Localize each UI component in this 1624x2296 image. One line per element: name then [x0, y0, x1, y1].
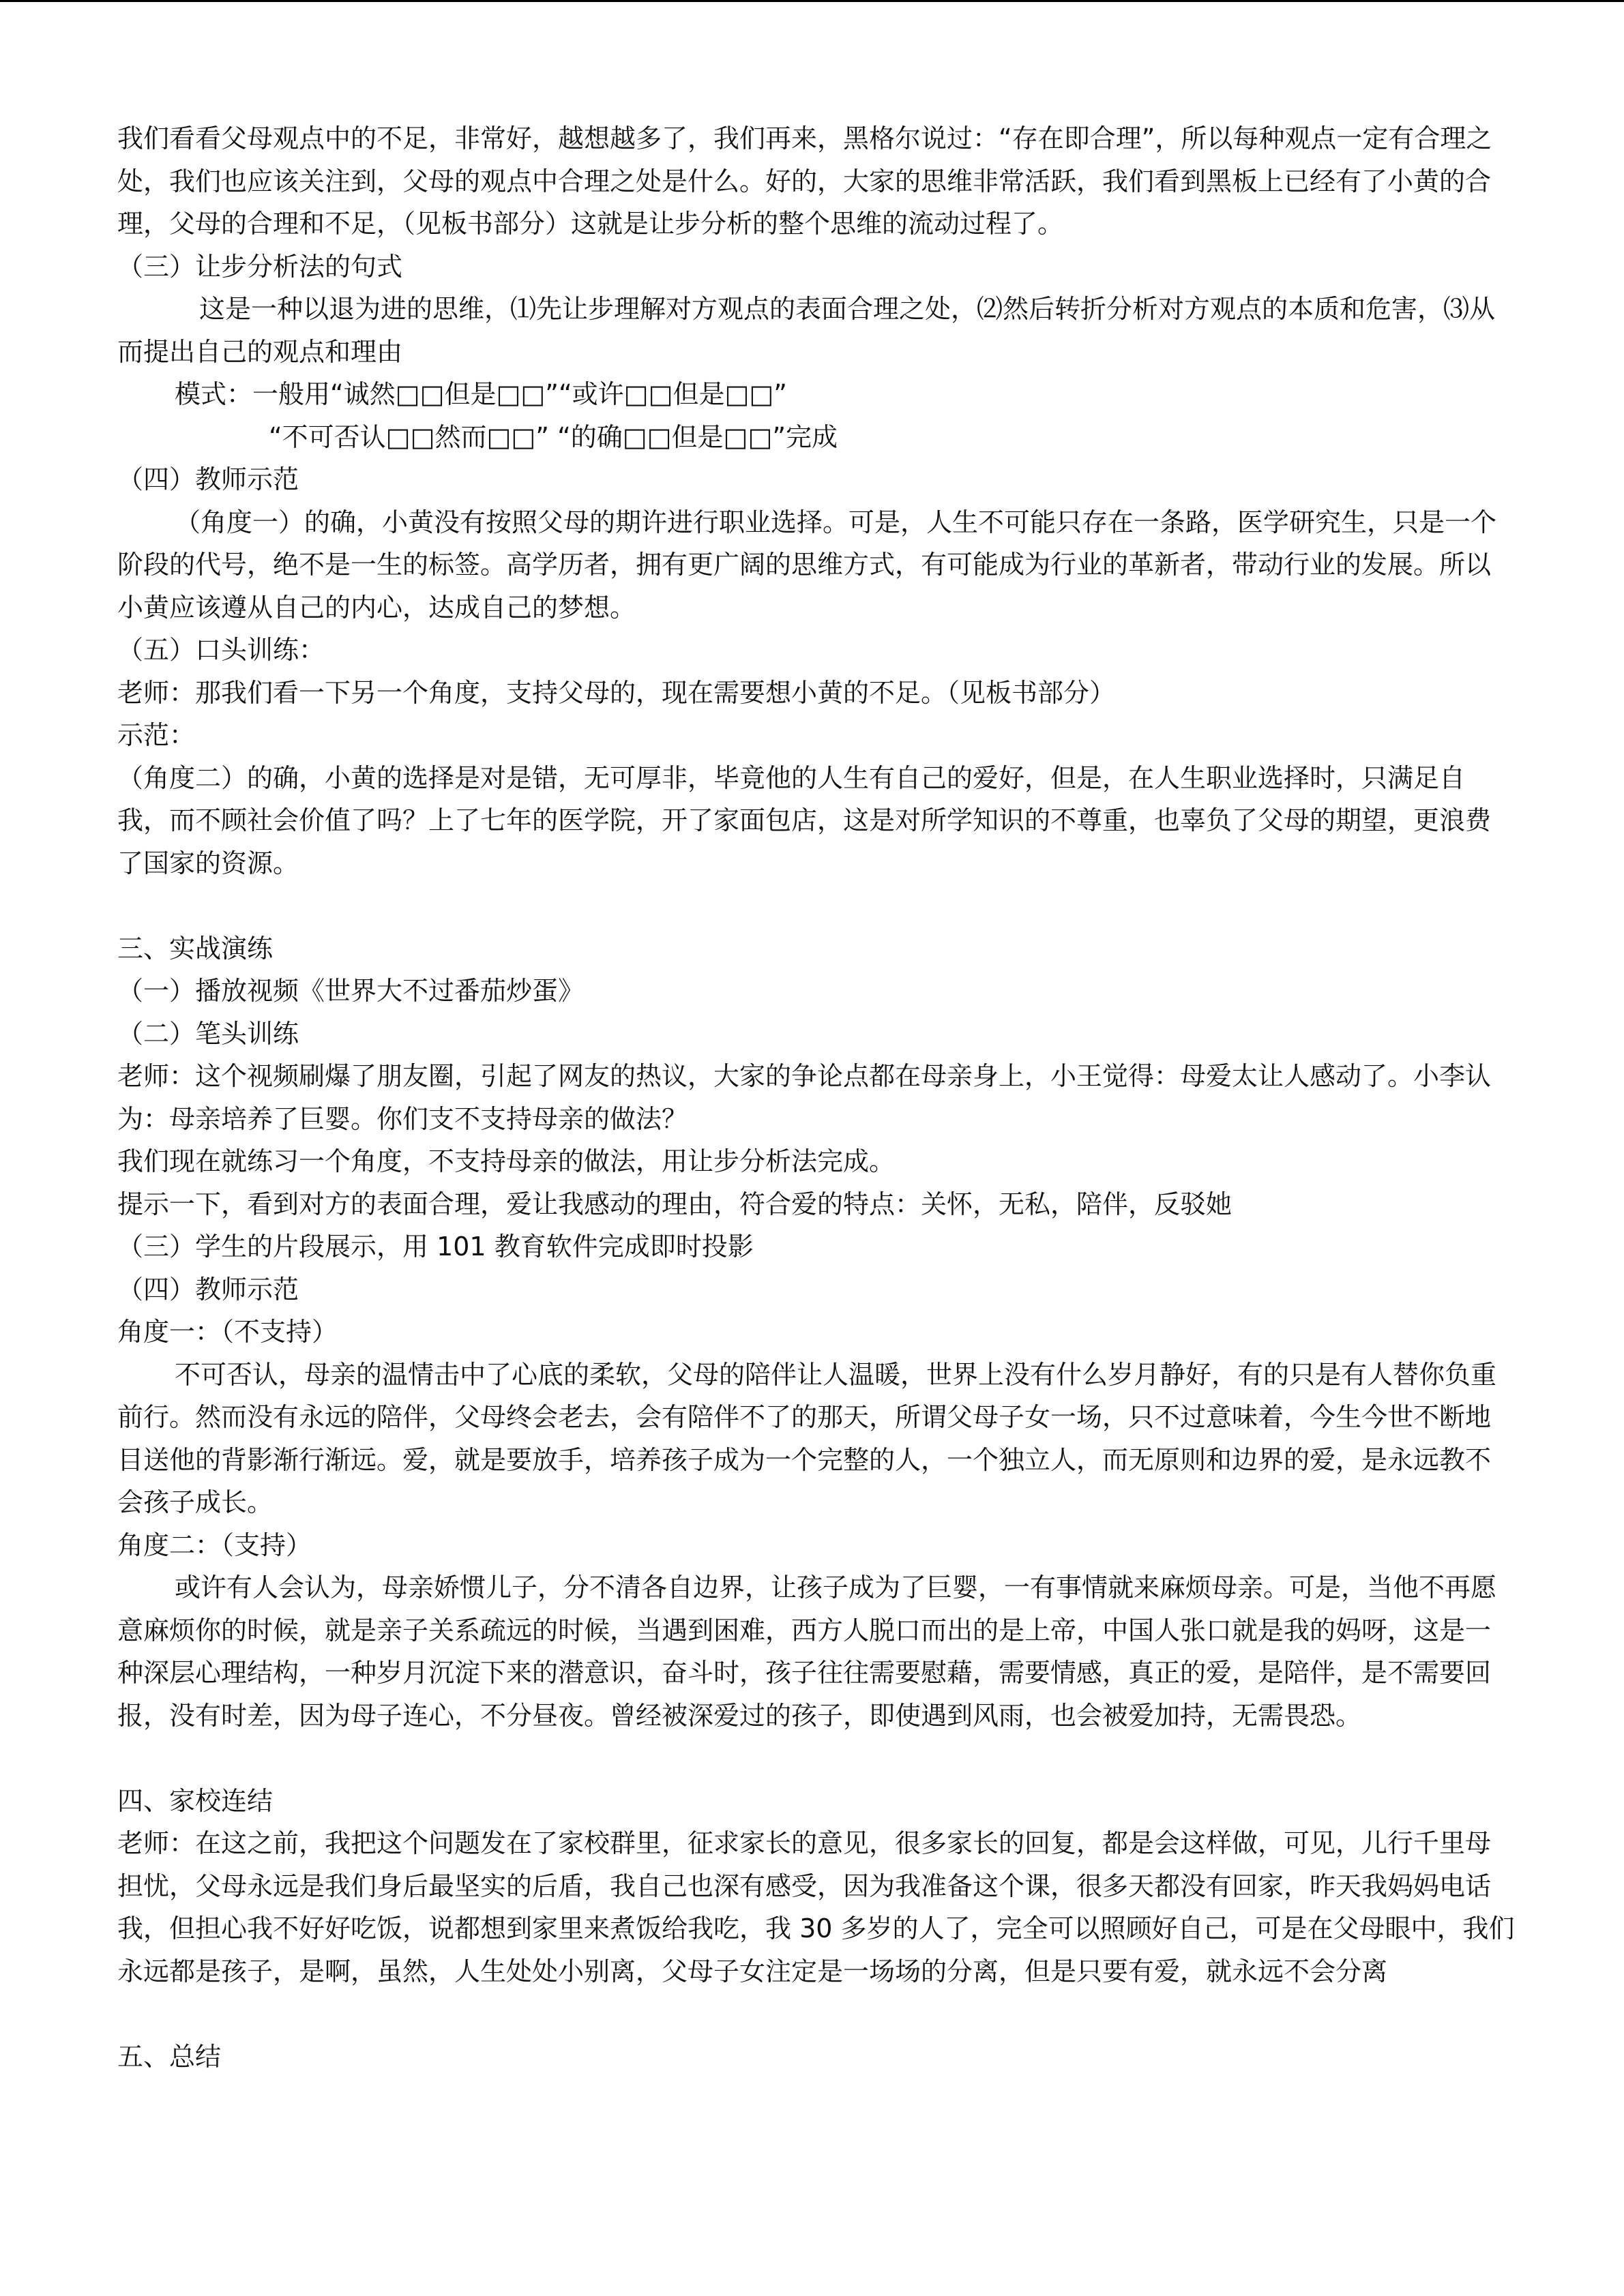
item-teacher-demo-2: （四）教师示范 — [117, 1274, 299, 1304]
pattern-line-2: “不可否认□□然而□□” “的确□□但是□□”完成 — [269, 421, 838, 452]
paragraph-hint: 提示一下，看到对方的表面合理，爱让我感动的理由，符合爱的特点：关怀，无私，陪伴，反驳她 — [117, 1189, 1232, 1219]
paragraph-practice-angle: 我们现在就练习一个角度，不支持母亲的做法，用让步分析法完成。 — [117, 1146, 896, 1176]
section-heading-teacher-demo: （四）教师示范 — [117, 464, 299, 494]
spacer — [117, 1993, 1516, 2036]
paragraph-teacher-oral: 老师：那我们看一下另一个角度，支持父母的，现在需要想小黄的不足。（见板书部分） — [117, 677, 1116, 708]
paragraph-teacher-video: 老师：这个视频刷爆了朋友圈，引起了网友的热议，大家的争论点都在母亲身上，小王觉得：母爱太让人感动了。小李认为：母亲培养了巨婴。你们支不支持母亲的做法？ — [117, 1061, 1492, 1134]
spacer — [117, 884, 1516, 927]
item-writing-training: （二）笔头训练 — [117, 1018, 299, 1049]
item-student-showcase: （三）学生的片段展示，用 101 教育软件完成即时投影 — [117, 1232, 754, 1262]
paragraph-angle-two: （角度二）的确，小黄的选择是对是错，无可厚非，毕竟他的人生有自己的爱好，但是，在人生职业选择时，只满足自我，而不顾社会价值了吗？上了七年的医学院，开了家面包店，这是对所学知识的不尊重，也辜负了父母的期望，更浪费了国家的资源。 — [117, 762, 1492, 878]
page-top-border — [0, 0, 1624, 2]
heading-summary: 五、总结 — [117, 2041, 222, 2072]
label-angle-two-support: 角度二：（支持） — [117, 1530, 312, 1560]
heading-home-school: 四、家校连结 — [117, 1785, 274, 1816]
document-page — [117, 117, 1516, 2078]
paragraph-angle-two-support: 或许有人会认为，母亲娇惯儿子，分不清各自边界，让孩子成为了巨婴，一有事情就来麻烦母亲。可是，当他不再愿意麻烦你的时候，就是亲子关系疏远的时候，当遇到困难，西方人脱口而出的是上帝，中国人张口就是我的妈呀，这是一种深层心理结构，一种岁月沉淀下来的潜意识，奋斗时，孩子往往需要慰藉，需要情感，真正的爱，是陪伴，是不需要回报，没有时差，因为母子连心，不分昼夜。曾经被深爱过的孩子，即使遇到风雨，也会被爱加持，无需畏恐。 — [117, 1572, 1497, 1731]
label-demo: 示范： — [117, 720, 196, 750]
section-heading-concession-pattern: （三）让步分析法的句式 — [117, 251, 403, 282]
section-heading-oral-training: （五）口头训练： — [117, 635, 325, 665]
paragraph-concession-definition: 这是一种以退为进的思维，⑴先让步理解对方观点的表面合理之处，⑵然后转折分析对方观点的本质和危害，⑶从而提出自己的观点和理由 — [117, 294, 1496, 367]
heading-practice: 三、实战演练 — [117, 933, 274, 964]
label-angle-one-oppose: 角度一：（不支持） — [117, 1317, 338, 1347]
item-play-video: （一）播放视频《世界大不过番茄炒蛋》 — [117, 976, 585, 1006]
paragraph-home-school: 老师：在这之前，我把这个问题发在了家校群里，征求家长的意见，很多家长的回复，都是会这样做，可见，儿行千里母担忧，父母永远是我们身后最坚实的后盾，我自己也深有感受，因为我准备这个课，很多天都没有回家，昨天我妈妈电话我，但担心我不好好吃饭，说都想到家里来煮饭给我吃，我 30 多岁的人了，完全可以照顾好自己，可是在父母眼中，我们永远都是孩子，是啊，虽然，人生处处小别离，父母子女注定是一场场的分离，但是只要有爱，就永远不会分离 — [117, 1828, 1515, 1986]
paragraph-angle-one-oppose: 不可否认，母亲的温情击中了心底的柔软，父母的陪伴让人温暖，世界上没有什么岁月静好，有的只是有人替你负重前行。然而没有永远的陪伴，父母终会老去，会有陪伴不了的那天，所谓父母子女一场，只不过意味着，今生今世不断地目送他的背影渐行渐远。爱，就是要放手，培养孩子成为一个完整的人，一个独立人，而无原则和边界的爱，是永远教不会孩子成长。 — [117, 1359, 1497, 1517]
spacer — [117, 1737, 1516, 1780]
paragraph-parent-views: 我们看看父母观点中的不足，非常好，越想越多了，我们再来，黑格尔说过：“存在即合理”，所以每种观点一定有合理之处，我们也应该关注到，父母的观点中合理之处是什么。好的，大家的思维非常活跃，我们看到黑板上已经有了小黄的合理，父母的合理和不足，（见板书部分）这就是让步分析的整个思维的流动过程了。 — [117, 123, 1492, 239]
pattern-line-1: 模式：一般用“诚然□□但是□□”“或许□□但是□□” — [175, 379, 787, 409]
paragraph-angle-one: （角度一）的确，小黄没有按照父母的期许进行职业选择。可是，人生不可能只存在一条路，医学研究生，只是一个阶段的代号，绝不是一生的标签。高学历者，拥有更广阔的思维方式，有可能成为行业的革新者，带动行业的发展。所以小黄应该遵从自己的内心，达成自己的梦想。 — [117, 507, 1497, 623]
